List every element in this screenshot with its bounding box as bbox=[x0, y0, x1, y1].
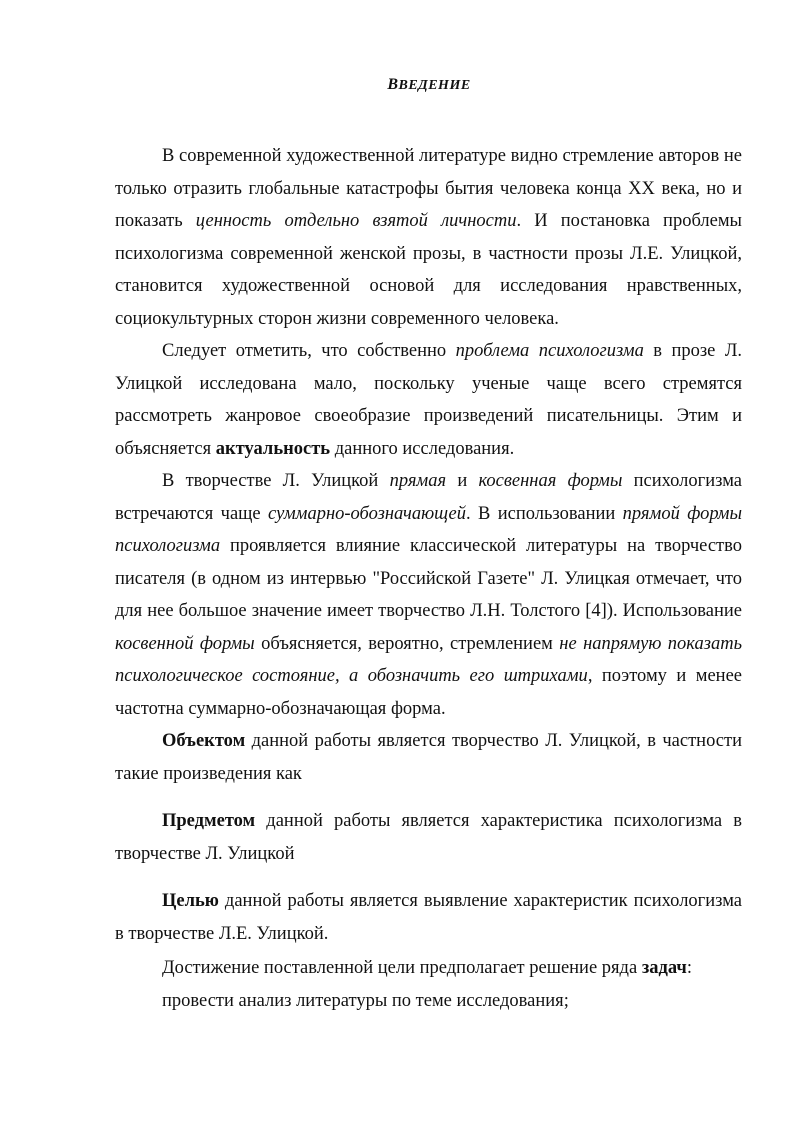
tasks-label: задач bbox=[641, 958, 687, 978]
subject-text: данной работы является характеристика психологизма в творчестве Л. Улицкой bbox=[115, 811, 742, 864]
p3-text-k: объясняется, вероятно, стремлением bbox=[254, 633, 560, 654]
paragraph-object bbox=[115, 725, 742, 790]
p3-italic-b: прямая bbox=[389, 471, 447, 491]
p2-text-e: данного исследования. bbox=[330, 438, 515, 459]
goal-text: данной работы является выявление характеристик психологизма в творчестве Л.Е. Улицкой. bbox=[115, 891, 742, 944]
goal-label: Целью bbox=[162, 891, 219, 911]
paragraph-2 bbox=[115, 335, 742, 465]
paragraph-task-1 bbox=[115, 985, 742, 1018]
paragraph-3 bbox=[115, 465, 742, 725]
p1-text-a: В современной художественной литературе видно стремление авторов не только отразить глобальные катастрофы бытия человека конца XX века, но и показать bbox=[115, 146, 742, 231]
object-text: данной работы является творчество Л. Улицкой, в частности такие произведения как bbox=[115, 731, 742, 784]
title-rest: ВЕДЕНИЕ bbox=[398, 78, 471, 93]
p3-italic-f: суммарно-обозначающей bbox=[268, 503, 467, 524]
p1-text-c: . И постановка проблемы психологизма современной женской прозы, в частности прозы Л.Е. Улицкой, становится художественной основой для исследования нравственных, социокультурных сторон жизни современного человека. bbox=[115, 211, 742, 329]
paragraph-subject bbox=[115, 805, 742, 870]
p3-italic-h: прямой формы психологизма bbox=[115, 503, 742, 556]
p2-text-c: в прозе Л. Улицкой исследована мало, поскольку ученые чаще всего стремятся рассмотреть жанровое своеобразие произведений писательницы. Этим и объясняется bbox=[115, 341, 742, 459]
p3-text-g: . В использовании bbox=[466, 503, 623, 524]
p3-text-a: В творчестве Л. Улицкой bbox=[162, 471, 390, 491]
document-body bbox=[115, 140, 742, 1017]
p3-italic-d: косвенная формы bbox=[478, 471, 623, 491]
object-label: Объектом bbox=[162, 731, 246, 751]
p1-italic: ценность отдельно взятой личности bbox=[195, 211, 517, 231]
tasks-colon: : bbox=[686, 958, 692, 978]
p2-italic: проблема психологизма bbox=[455, 341, 644, 361]
p3-italic-l: не напрямую показать психологическое состояние, а обозначить его штрихами bbox=[115, 633, 742, 686]
p3-text-m: , поэтому и менее частотна суммарно-обозначающая форма. bbox=[115, 666, 742, 719]
task-1-text: провести анализ литературы по теме исследования; bbox=[162, 990, 569, 1011]
p2-text-a: Следует отметить, что собственно bbox=[162, 341, 456, 361]
subject-label: Предметом bbox=[162, 811, 256, 831]
tasks-intro-text: Достижение поставленной цели предполагает решение ряда bbox=[162, 958, 642, 978]
section-title bbox=[0, 76, 800, 94]
p3-text-i: проявляется влияние классической литературы на творчество писателя (в одном из интервью "Российской Газете" Л. Улицкая отмечает, что для нее большое значение имеет творчество Л.Н. Толстого [4]). Использование bbox=[115, 536, 742, 621]
p2-bold-relevance: актуальность bbox=[215, 438, 331, 459]
p3-text-e: психологизма встречаются чаще bbox=[115, 471, 742, 524]
p3-italic-j: косвенной формы bbox=[115, 633, 255, 654]
p3-text-c: и bbox=[446, 471, 479, 491]
paragraph-1 bbox=[115, 140, 742, 335]
paragraph-tasks-intro bbox=[115, 952, 742, 985]
paragraph-goal bbox=[115, 885, 742, 950]
title-first-letter: В bbox=[387, 76, 399, 93]
